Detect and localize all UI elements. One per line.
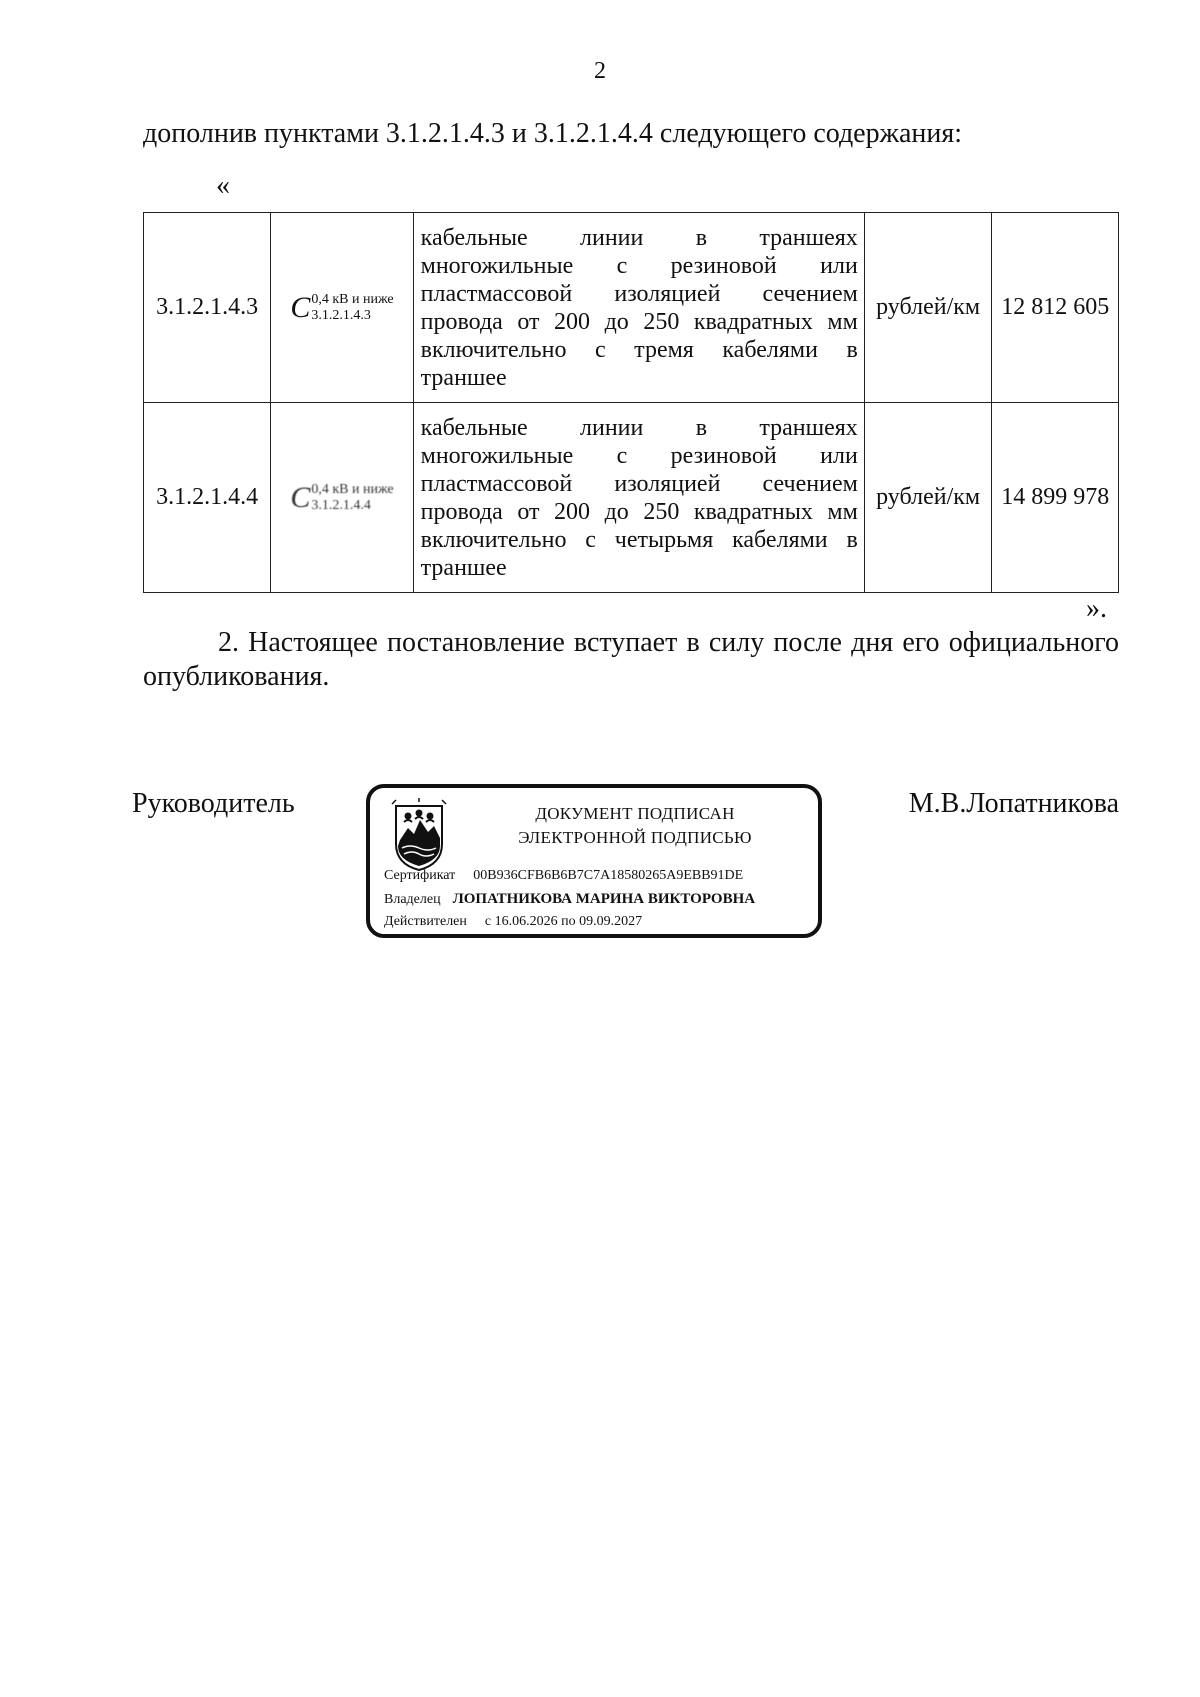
stamp-title-line1: ДОКУМЕНТ ПОДПИСАН [535,804,735,823]
stamp-owner-row [384,891,755,908]
certificate-value: 00B936CFB6B6B7C7A18580265A9EBB91DE [473,868,744,883]
rates-table [143,212,1119,593]
paragraph-2: 2. Настоящее постановление вступает в силу после дня его официального опубликования. [143,627,1119,692]
page-number: 2 [594,58,606,84]
valid-label: Действителен [384,914,467,929]
stamp-title [480,802,790,850]
stamp-certificate-row [384,868,743,884]
signer-role: Руководитель [132,788,295,819]
row-code: 3.1.2.1.4.4 [144,403,271,593]
symbol-base: C [290,480,311,514]
symbol-base: C [290,290,311,324]
e-signature-stamp [366,784,822,938]
owner-label: Владелец [384,892,441,907]
signer-name: М.В.Лопатникова [908,788,1119,819]
symbol-subscript: 3.1.2.1.4.3 [311,307,371,323]
symbol-superscript: 0,4 кВ и ниже [311,481,394,497]
open-quote: « [216,170,230,201]
table-row [144,403,1119,593]
row-unit: рублей/км [864,403,992,593]
row-unit: рублей/км [864,213,992,403]
row-description: кабельные линии в траншеях многожильные с резиновой или пластмассовой изоляцией сечением провода от 200 до 250 квадратных мм включительно с четырьмя кабелями в траншее [413,403,864,593]
row-code: 3.1.2.1.4.3 [144,213,271,403]
coat-of-arms-icon [386,798,452,872]
table-row [144,213,1119,403]
certificate-label: Сертификат [384,868,456,883]
symbol-subscript: 3.1.2.1.4.4 [311,497,371,513]
row-value: 12 812 605 [992,213,1119,403]
owner-value: ЛОПАТНИКОВА МАРИНА ВИКТОРОВНА [452,891,756,907]
row-description: кабельные линии в траншеях многожильные с резиновой или пластмассовой изоляцией сечением провода от 200 до 250 квадратных мм включительно с тремя кабелями в траншее [413,213,864,403]
rate-symbol [271,213,413,403]
row-value: 14 899 978 [992,403,1119,593]
stamp-title-line2: ЭЛЕКТРОННОЙ ПОДПИСЬЮ [518,828,752,847]
symbol-superscript: 0,4 кВ и ниже [311,291,394,307]
rate-symbol [271,403,413,593]
intro-text: дополнив пунктами 3.1.2.1.4.3 и 3.1.2.1.4.4 следующего содержания: [143,118,963,149]
valid-value: с 16.06.2026 по 09.09.2027 [484,914,643,929]
close-quote: ». [1086,593,1107,624]
stamp-validity-row [384,914,642,930]
